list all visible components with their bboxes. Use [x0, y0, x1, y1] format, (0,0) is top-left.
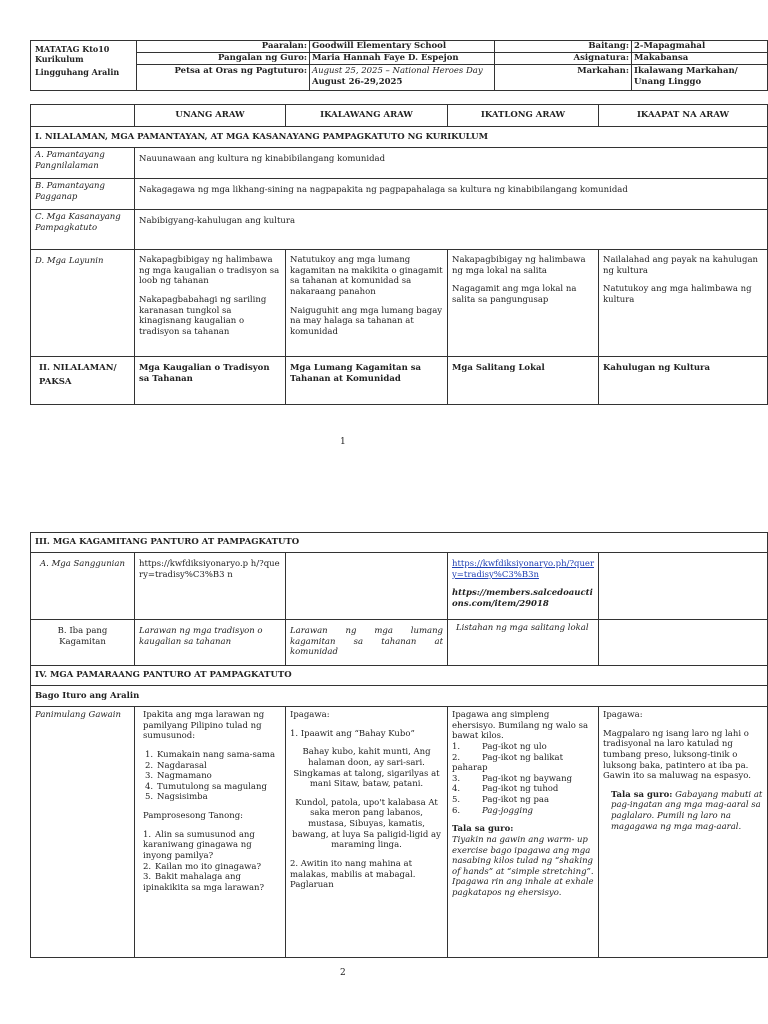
petsa-label: Petsa at Oras ng Pagtuturo:	[137, 65, 310, 91]
bahay-kubo-verse1: Bahay kubo, kahit munti, Ang halaman doon, ay sari-sari. Singkamas at talong, sigarilyas at mani Sitaw, bataw, patani.	[293, 747, 440, 790]
gawain-day1-questions	[143, 830, 281, 894]
bago-ituro-label: Bago Ituro ang Aralin	[31, 686, 768, 707]
paksa-day3: Mga Salitang Lokal	[448, 357, 599, 405]
layunin-day2-p2: Naiguguhit ang mga lumang bagay na may halaga sa tahanan at komunidad	[290, 305, 443, 337]
kagamitan-day1: Larawan ng mga tradisyon o kaugalian sa tahanan	[135, 620, 286, 666]
layunin-day2	[286, 250, 448, 357]
sanggunian-day3-link[interactable]: https://kwfdiksiyonaryo.ph/?query=tradisy%C3%B3n	[452, 559, 595, 580]
sanggunian-day3	[448, 553, 599, 620]
list-item: 1. Pag-ikot ng ulo	[452, 741, 547, 752]
layunin-day3	[448, 250, 599, 357]
petsa-value2: August 26-29,2025	[312, 76, 403, 87]
tala-sa-guro-day3-title: Tala sa guro:	[452, 824, 514, 835]
markahan-label: Markahan:	[495, 65, 632, 91]
nilalaman-label-line2: PAKSA	[39, 376, 72, 387]
lesson-table-page2	[30, 532, 768, 958]
page-number-2: 2	[340, 968, 346, 978]
list-item: 2. Pag-ikot ng balikat paharap	[452, 752, 564, 774]
list-item: 4. Tumutulong sa magulang	[145, 781, 267, 792]
list-item: 2. Kailan mo ito ginagawa?	[143, 861, 262, 872]
gawain-day1-intro: Ipakita ang mga larawan ng pamilyang Pilipino tulad ng sumusunod:	[143, 710, 265, 742]
layunin-day1-p2: Nakapagbabahagi ng sariling karanasan tungkol sa kinagisnang kaugalian o tradisyon sa tahanan	[139, 294, 267, 337]
gawain-day2	[286, 707, 448, 958]
sanggunian-label: A. Mga Sanggunian	[31, 553, 135, 620]
pamantayang-pangnilalaman-value: Nauunawaan ang kultura ng kinabibilangang komunidad	[135, 148, 768, 179]
gawain-day4-intro: Ipagawa:	[603, 710, 643, 720]
tala-sa-guro-day4: Gabayang mabuti at pag-ingatan ang mga mag-aaral sa paglalaro. Pumili ng laro na magagawa ng mga mag-aaral.	[611, 789, 763, 832]
page-number-1: 1	[340, 437, 346, 447]
pamantayang-pangnilalaman-label: A. Pamantayang Pangnilalaman	[31, 148, 135, 179]
section3-title: III. MGA KAGAMITANG PANTURO AT PAMPAGKATUTO	[31, 533, 768, 553]
header-left-line1: MATATAG Kto10	[35, 44, 110, 54]
panimulang-gawain-label: Panimulang Gawain	[31, 707, 135, 958]
markahan-value	[632, 65, 768, 91]
baitang-label: Baitang:	[495, 41, 632, 53]
list-item: 5. Nagsisimba	[145, 792, 208, 803]
lesson-table-page1	[30, 104, 768, 405]
gawain-day3	[448, 707, 599, 958]
sanggunian-day3-url: https://members.salcedoauctions.com/item/29018	[452, 588, 593, 609]
header-table	[30, 40, 768, 91]
list-item: 3. Nagmamano	[145, 771, 212, 782]
kagamitan-day3: Listahan ng mga salitang lokal	[448, 620, 599, 666]
gawain-day1	[135, 707, 286, 958]
tala-sa-guro-day4-title: Tala sa guro:	[611, 789, 673, 800]
day1-header: UNANG ARAW	[135, 105, 286, 127]
markahan-value2: Unang Linggo	[634, 76, 702, 87]
list-item: 4. Pag-ikot ng tuhod	[452, 784, 559, 795]
guro-label: Pangalan ng Guro:	[137, 53, 310, 65]
paksa-day2: Mga Lumang Kagamitan sa Tahanan at Komunidad	[286, 357, 448, 405]
gawain-day3-list	[452, 742, 594, 816]
guro-value: Maria Hannah Faye D. Espejon	[310, 53, 495, 65]
layunin-day2-p1: Natutukoy ang mga lumang kagamitan na makikita o ginagamit sa tahanan at komunidad sa nakaraang panahon	[290, 255, 443, 297]
day3-header: IKATLONG ARAW	[448, 105, 599, 127]
pamantayang-pagganap-label: B. Pamantayang Pagganap	[31, 179, 135, 210]
kagamitan-day2: Larawan ng mga lumang kagamitan sa tahanan at komunidad	[286, 620, 448, 666]
pamantayang-pagganap-value: Nakagagawa ng mga likhang-sining na nagpapakita ng pagpapahalaga sa kultura ng kinabibilangang komunidad	[135, 179, 768, 210]
list-item: 3. Bakit mahalaga ang ipinakikita sa mga larawan?	[143, 872, 265, 893]
paaralan-value: Goodwill Elementary School	[310, 41, 495, 53]
gawain-day2-item2: 2. Awitin ito nang mahina at malakas, mabilis at mabagal. Paglaruan	[290, 858, 416, 891]
asignatura-value: Makabansa	[632, 53, 768, 65]
gawain-day2-item1: 1. Ipaawit ang “Bahay Kubo”	[290, 728, 415, 739]
list-item: 5. Pag-ikot ng paa	[452, 795, 550, 805]
layunin-day3-p1: Nakapagbibigay ng halimbawa ng mga lokal na salita	[452, 255, 586, 276]
nilalaman-label	[31, 357, 135, 405]
nilalaman-label-line1: II. NILALAMAN/	[39, 363, 117, 373]
gawain-day4	[599, 707, 768, 958]
bahay-kubo-verse2: Kundol, patola, upo't kalabasa At saka meron pang labanos, mustasa, Sibuyas, kamatis, bawang, at luya Sa paligid-ligid ay maraming linga.	[292, 797, 441, 851]
day4-header: IKAAPAT NA ARAW	[599, 105, 768, 127]
list-item: 2. Nagdarasal	[145, 760, 207, 771]
sanggunian-day1: https://kwfdiksiyonaryo.p h/?query=tradisy%C3%B3 n	[135, 553, 286, 620]
gawain-day4-text: Magpalaro ng isang laro ng lahi o tradisyonal na laro katulad ng tumbang preso, luksong-tinik o luksong baka, patintero at iba pa. Gawin ito sa maluwag na espasyo.	[603, 728, 751, 782]
list-item: 1. Alin sa sumusunod ang karaniwang ginagawa ng inyong pamilya?	[143, 829, 255, 861]
header-left	[31, 41, 137, 91]
layunin-day1-p1: Nakapagbibigay ng halimbawa ng mga kaugalian o tradisyon sa loob ng tahanan	[139, 255, 280, 287]
gawain-day2-intro: Ipagawa:	[290, 710, 330, 720]
paksa-day4: Kahulugan ng Kultura	[599, 357, 768, 405]
header-left-line2: Kurikulum	[35, 54, 84, 64]
section4-title: IV. MGA PAMARAANG PANTURO AT PAMPAGKATUTO	[31, 666, 768, 686]
pamprosesong-tanong-title: Pamprosesong Tanong:	[143, 811, 244, 821]
asignatura-label: Asignatura:	[495, 53, 632, 65]
layunin-day4-p1: Nailalahad ang payak na kahulugan ng kultura	[603, 255, 758, 276]
paksa-day1: Mga Kaugalian o Tradisyon sa Tahanan	[135, 357, 286, 405]
kasanayang-pampagkatuto-label: C. Mga Kasanayang Pampagkatuto	[31, 210, 135, 250]
kasanayang-pampagkatuto-value: Nabibigyang-kahulugan ang kultura	[135, 210, 768, 250]
layunin-day3-p2: Nagagamit ang mga lokal na salita sa pangungusap	[452, 284, 577, 305]
layunin-day4	[599, 250, 768, 357]
petsa-value1: August 25, 2025 – National Heroes Day	[312, 66, 483, 76]
gawain-day1-list	[143, 750, 281, 803]
petsa-value	[310, 65, 495, 91]
layunin-day4-p2: Natutukoy ang mga halimbawa ng kultura	[603, 284, 752, 305]
layunin-day1	[135, 250, 286, 357]
gawain-day3-intro: Ipagawa ang simpleng ehersisyo. Bumilang ng walo sa bawat kilos.	[452, 710, 589, 742]
list-item: 6. Pag-jogging	[452, 805, 533, 816]
layunin-label: D. Mga Layunin	[31, 250, 135, 357]
paaralan-label: Paaralan:	[137, 41, 310, 53]
markahan-value1: Ikalawang Markahan/	[634, 66, 738, 76]
section1-title: I. NILALAMAN, MGA PAMANTAYAN, AT MGA KASANAYANG PAMPAGKATUTO NG KURIKULUM	[31, 127, 768, 148]
iba-pang-kagamitan-label: B. Iba pang Kagamitan	[31, 620, 135, 666]
day2-header: IKALAWANG ARAW	[286, 105, 448, 127]
list-item: 1. Kumakain nang sama-sama	[145, 749, 276, 760]
tala-sa-guro-day3: Tiyakin na gawin ang warm- up exercise bago ipagawa ang mga nasabing kilos tulad ng “shaking of hands” at “simple stretching”. Ipagawa rin ang inhale at exhale pagkatapos ng ehersisyo.	[452, 834, 594, 898]
baitang-value: 2-Mapagmahal	[632, 41, 768, 53]
list-item: 3. Pag-ikot ng baywang	[452, 773, 573, 784]
header-left-line3: Lingguhang Aralin	[35, 67, 120, 77]
